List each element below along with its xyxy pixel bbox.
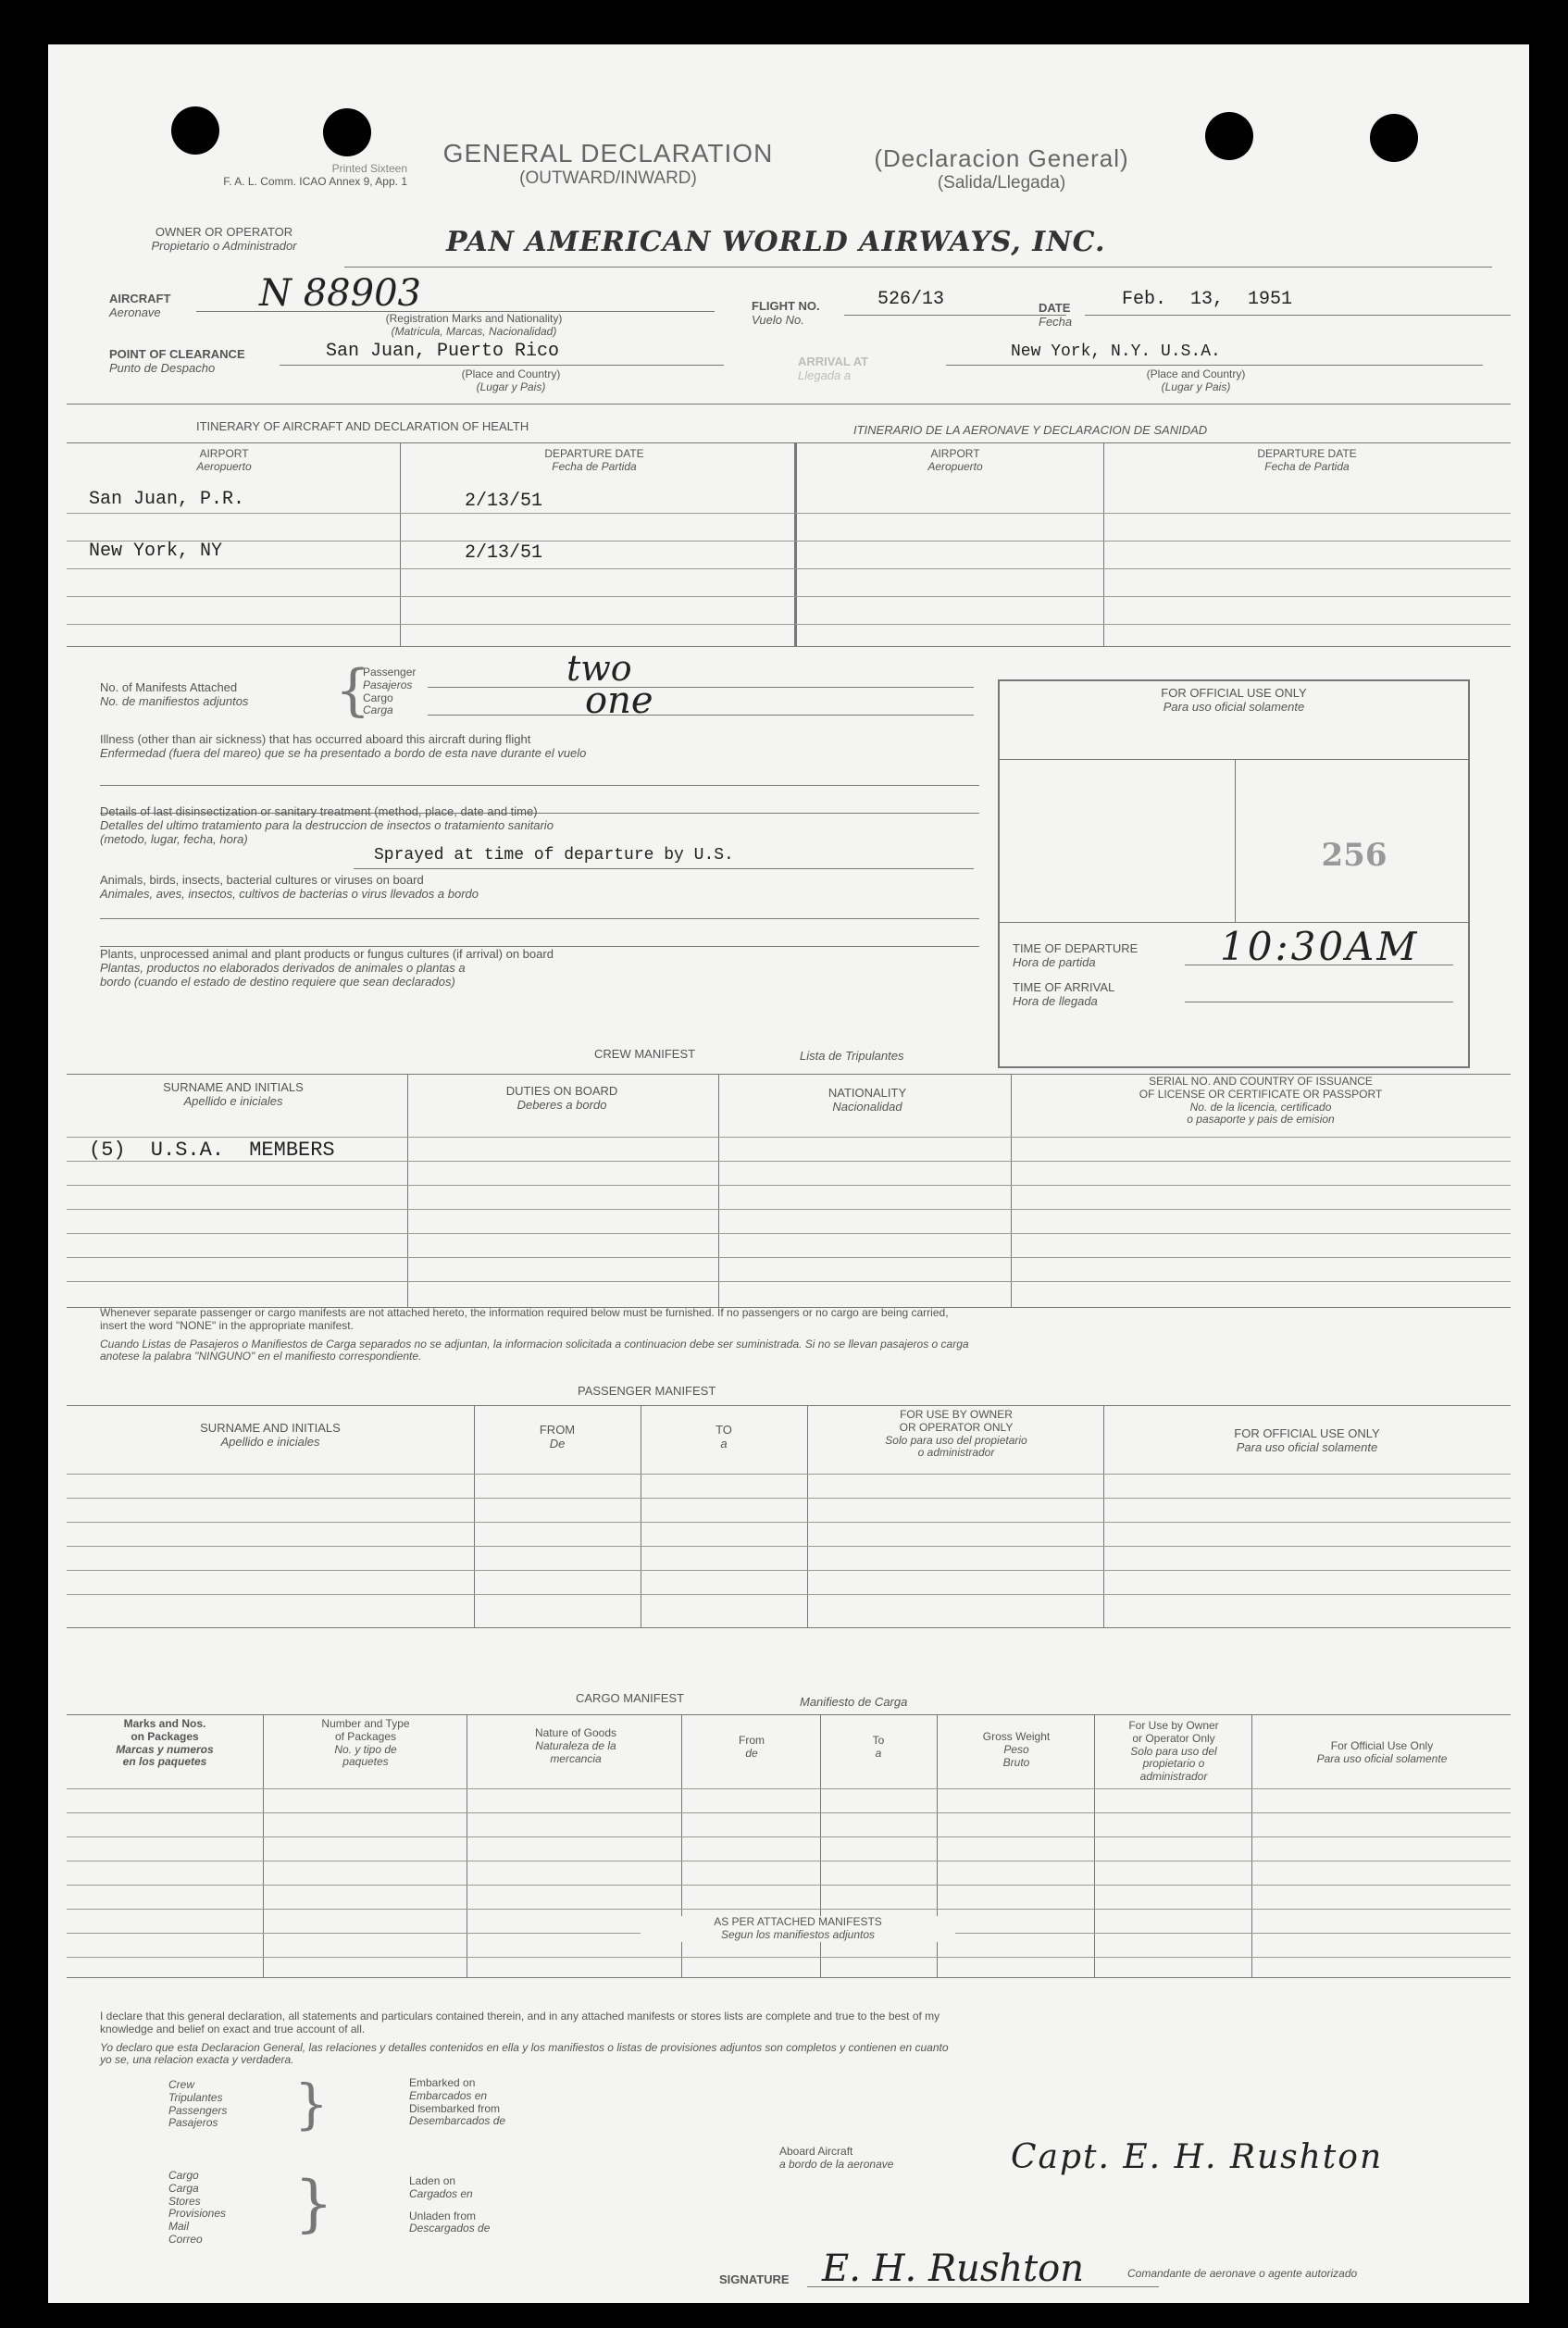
crew-entry: (5) U.S.A. MEMBERS <box>89 1139 335 1162</box>
itinerary-row-line <box>67 568 1511 569</box>
itinerary-header-line <box>67 442 1511 443</box>
title-block-es <box>826 144 1177 193</box>
passenger-col-owner-use <box>813 1409 1100 1460</box>
manifests-cargo-label: Cargo <box>363 691 393 704</box>
manifests-cargo-value: one <box>585 679 653 722</box>
signature-label: SIGNATURE <box>719 2272 790 2286</box>
itinerary-col-departure-en: DEPARTURE DATE <box>544 447 644 460</box>
passenger-row-line <box>67 1546 1511 1547</box>
cargo-col-from-es: de <box>745 1746 758 1760</box>
passenger-col-official <box>1113 1427 1501 1455</box>
itinerary-col-divider <box>794 442 797 646</box>
crew-col-license-line4: o pasaporte y pais de emision <box>1187 1113 1335 1127</box>
passenger-col-official-en: FOR OFFICIAL USE ONLY <box>1234 1426 1380 1440</box>
owner-value: PAN AMERICAN WORLD AIRWAYS, INC. <box>446 226 1106 258</box>
itinerary-date-1: 2/13/51 <box>465 491 543 512</box>
crew-row-line <box>67 1233 1511 1234</box>
cargo-note-es: Segun los manifiestos adjuntos <box>720 1927 876 1941</box>
crew-title-es: Lista de Tripulantes <box>800 1049 904 1063</box>
cargo-note <box>641 1916 955 1942</box>
declaration-crew-pax <box>168 2079 227 2130</box>
itinerary-col-airport-right-en: AIRPORT <box>930 447 980 460</box>
crew-col-license-line2: OF LICENSE OR CERTIFICATE OR PASSPORT <box>1139 1087 1383 1101</box>
aircraft-label-es: Aeronave <box>109 305 161 319</box>
declaration-text <box>100 2011 1507 2067</box>
clearance-note2: (Lugar y Pais) <box>476 380 546 393</box>
passenger-bottom-line <box>67 1627 1511 1628</box>
form-reference-line2: F. A. L. Comm. ICAO Annex 9, App. 1 <box>223 174 407 188</box>
declaration-stores-es: Provisiones <box>168 2207 227 2221</box>
official-use-for: FOR OFFICIAL USE ONLY <box>1161 686 1307 700</box>
declaration-embarked <box>409 2077 505 2128</box>
declaration-laden-es: Cargados en <box>409 2186 473 2200</box>
itinerary-col-airport <box>104 448 344 474</box>
manifests-underline <box>428 715 974 716</box>
itinerary-col-airport-right-es: Aeropuerto <box>927 459 983 473</box>
cargo-col-owner-line5: administrador <box>1139 1770 1208 1784</box>
declaration-passengers: Passengers <box>168 2103 228 2117</box>
arrival-note <box>1103 368 1288 394</box>
flight-value: 526/13 <box>877 289 945 310</box>
signature-note: Comandante de aeronave o agente autorizado <box>1127 2267 1358 2280</box>
itinerary-date-2: 2/13/51 <box>465 542 543 564</box>
punch-hole <box>323 108 371 156</box>
punch-hole <box>1205 112 1253 160</box>
arrival-label-en: ARRIVAL AT <box>798 355 869 368</box>
clearance-label-en: POINT OF CLEARANCE <box>109 347 245 361</box>
cargo-top-line <box>67 1714 1511 1715</box>
passenger-row-line <box>67 1474 1511 1475</box>
itinerary-col-airport-en: AIRPORT <box>199 447 249 460</box>
passenger-col-from-es: De <box>549 1436 566 1450</box>
animals-line <box>100 918 979 919</box>
arrival-label-es: Llegada a <box>798 367 852 382</box>
official-use-box <box>998 679 1470 1068</box>
departure-time-label-en: TIME OF DEPARTURE <box>1013 941 1139 955</box>
passenger-col-owner-line3: Solo para uso del propietario <box>885 1433 1027 1447</box>
crew-col-duties <box>418 1085 705 1113</box>
declaration-stores: Stores <box>168 2194 201 2208</box>
crew-col-license <box>1020 1076 1501 1127</box>
passenger-col-surname <box>104 1422 437 1450</box>
cargo-col-nature <box>474 1727 678 1765</box>
official-use-divider <box>1000 759 1468 760</box>
cargo-col-owner-line2: or Operator Only <box>1132 1731 1215 1745</box>
itinerary-bottom-line <box>67 646 1511 647</box>
declaration-es-line1: Yo declaro que esta Declaracion General, las relaciones y detalles contenidos en ella y los manifiestos o listas de provisiones adjuntos son completos y contienen en cuanto <box>100 2040 949 2054</box>
cargo-row-line <box>67 1812 1511 1813</box>
cargo-col-number-line3: No. y tipo de <box>334 1742 397 1756</box>
declaration-brace: } <box>294 2073 329 2135</box>
declaration-unladen-es: Descargados de <box>409 2222 491 2235</box>
arrival-time-label-es: Hora de llegada <box>1013 993 1098 1008</box>
declaration-disembarked-es: Desembarcados de <box>409 2114 506 2128</box>
title-block <box>404 139 812 189</box>
cargo-title-es: Manifiesto de Carga <box>800 1695 908 1709</box>
itinerary-col-departure-right <box>1159 448 1455 474</box>
date-label-en: DATE <box>1039 301 1071 315</box>
crew-col-divider <box>1011 1074 1012 1307</box>
declaration-disembarked-en: Disembarked from <box>409 2101 501 2115</box>
notice-en-line2: insert the word "NONE" in the appropriate manifest. <box>100 1318 354 1332</box>
aircraft-note <box>326 313 622 339</box>
itinerary-row-line <box>67 596 1511 597</box>
cargo-col-number <box>270 1718 461 1769</box>
form-reference <box>111 163 407 189</box>
arrival-note2: (Lugar y Pais) <box>1161 380 1231 393</box>
passenger-row-line <box>67 1522 1511 1523</box>
cargo-col-marks-line2: on Packages <box>131 1729 199 1743</box>
manifests-types <box>363 666 416 717</box>
declaration-crew: Crew <box>168 2078 195 2091</box>
passenger-col-owner-line2: OR OPERATOR ONLY <box>899 1420 1014 1434</box>
animals-label-es: Animales, aves, insectos, cultivos de bacterias o virus llevados a bordo <box>100 886 479 901</box>
crew-col-license-line1: SERIAL NO. AND COUNTRY OF ISSUANCE <box>1149 1075 1373 1088</box>
declaration-es-line2: yo se, una relacion exacta y verdadera. <box>100 2053 294 2067</box>
itinerary-airport-2: New York, NY <box>89 541 223 562</box>
crew-col-nationality-en: NATIONALITY <box>828 1086 907 1100</box>
declaration-aboard <box>779 2146 893 2172</box>
passenger-col-from <box>483 1424 631 1451</box>
cargo-col-owner-line3: Solo para uso del <box>1130 1744 1217 1758</box>
disinsect-label-line3: (metodo, lugar, fecha, hora) <box>100 831 248 846</box>
owner-label-en: OWNER OR OPERATOR <box>155 225 293 239</box>
cargo-col-official <box>1257 1740 1507 1766</box>
cargo-col-number-line4: paquetes <box>342 1755 389 1769</box>
declaration-embarked-es: Embarcados en <box>409 2088 488 2102</box>
crew-col-nationality-es: Nacionalidad <box>832 1099 902 1114</box>
cargo-col-divider <box>1094 1714 1095 1977</box>
signature: E. H. Rushton <box>822 2247 1085 2290</box>
passenger-col-surname-en: SURNAME AND INITIALS <box>200 1421 341 1435</box>
captain-name: Capt. E. H. Rushton <box>1011 2138 1384 2176</box>
owner-label <box>113 226 335 254</box>
cargo-row-line <box>67 1788 1511 1789</box>
passenger-row-line <box>67 1570 1511 1571</box>
declaration-unladen-en: Unladen from <box>409 2209 477 2222</box>
passenger-col-to-en: TO <box>716 1423 732 1437</box>
animals-label-en: Animals, birds, insects, bacterial cultures or viruses on board <box>100 873 424 887</box>
declaration-cargo: Cargo <box>168 2169 199 2182</box>
itinerary-col-departure <box>455 448 733 474</box>
disinsect-label <box>100 805 554 847</box>
official-use-title-es: Para uso oficial solamente <box>1163 699 1305 714</box>
flight-label-es: Vuelo No. <box>752 312 804 327</box>
cargo-col-number-line1: Number and Type <box>321 1717 410 1730</box>
cargo-col-number-line2: of Packages <box>334 1729 397 1743</box>
cargo-col-owner-line4: propietario o <box>1142 1757 1205 1771</box>
declaration-aboard-es: a bordo de la aeronave <box>779 2157 894 2171</box>
crew-col-duties-en: DUTIES ON BOARD <box>505 1084 618 1098</box>
flight-underline <box>844 315 1066 316</box>
departure-time-label <box>1013 942 1138 970</box>
passenger-col-to-es: a <box>720 1436 728 1450</box>
cargo-col-nature-line3: mercancia <box>550 1751 602 1765</box>
arrival-note1: (Place and Country) <box>1146 367 1246 380</box>
aircraft-note1: (Registration Marks and Nationality) <box>385 312 563 325</box>
disinsect-underline <box>354 868 974 869</box>
crew-row-line <box>67 1185 1511 1186</box>
cargo-col-nature-line2: Naturaleza de la <box>535 1738 616 1752</box>
cargo-col-owner-use <box>1098 1720 1250 1784</box>
aircraft-label-en: AIRCRAFT <box>109 292 171 305</box>
itinerary-col-departure-right-es: Fecha de Partida <box>1264 459 1350 473</box>
punch-hole <box>171 106 219 155</box>
crew-col-surname <box>85 1081 381 1109</box>
form-title-es: (Declaracion General) <box>874 144 1129 172</box>
declaration-mail-es: Correo <box>168 2232 203 2246</box>
official-stamp: 256 <box>1321 837 1388 874</box>
animals-label <box>100 874 479 902</box>
manifests-cargo-label-es: Carga <box>363 703 393 717</box>
cargo-title: CARGO MANIFEST <box>576 1691 685 1705</box>
itinerary-col-airport-right <box>844 448 1066 474</box>
cargo-col-marks <box>72 1718 257 1769</box>
form-subtitle: (OUTWARD/INWARD) <box>519 168 697 188</box>
clearance-note1: (Place and Country) <box>461 367 561 380</box>
aircraft-note2: (Matricula, Marcas, Nacionalidad) <box>391 324 557 338</box>
declaration-aboard-en: Aboard Aircraft <box>779 2145 853 2158</box>
passenger-col-surname-es: Apellido e iniciales <box>220 1434 320 1449</box>
declaration-brace-2: } <box>294 2168 333 2239</box>
manifests-label-es: No. de manifiestos adjuntos <box>100 693 249 708</box>
cargo-col-owner-line1: For Use by Owner <box>1128 1719 1219 1732</box>
crew-row-line <box>67 1281 1511 1282</box>
cargo-col-weight-line1: Gross Weight <box>982 1730 1051 1743</box>
cargo-col-marks-line4: en los paquetes <box>122 1755 207 1769</box>
owner-underline <box>344 267 1492 268</box>
date-label-es: Fecha <box>1039 314 1073 329</box>
illness-line <box>100 785 979 786</box>
plants-label-line1: Plants, unprocessed animal and plant products or fungus cultures (if arrival) on board <box>100 947 554 961</box>
cargo-col-marks-line1: Marks and Nos. <box>123 1717 206 1730</box>
manifests-passenger-label-es: Pasajeros <box>363 678 413 691</box>
general-declaration-form <box>48 44 1529 2303</box>
passenger-col-to <box>650 1424 798 1451</box>
cargo-row-line <box>67 1836 1511 1837</box>
passenger-col-official-es: Para uso oficial solamente <box>1236 1439 1378 1454</box>
plants-label <box>100 948 554 990</box>
flight-label-en: FLIGHT NO. <box>752 299 820 313</box>
crew-col-divider <box>718 1074 719 1307</box>
arrival-underline <box>946 365 1483 366</box>
passenger-title: PASSENGER MANIFEST <box>578 1384 716 1398</box>
punch-hole <box>1370 114 1418 162</box>
cargo-col-official-en: For Official Use Only <box>1330 1739 1434 1752</box>
cargo-col-from <box>687 1735 816 1761</box>
declaration-en-line1: I declare that this general declaration, all statements and particulars contained therein, and in any attached manifests or stores lists are complete and true to the best of my <box>100 2010 940 2023</box>
crew-col-nationality <box>733 1087 1002 1114</box>
notice-es-line2: anotese la palabra "NINGUNO" en el manifiesto correspondiente. <box>100 1350 422 1363</box>
cargo-col-to <box>826 1735 931 1761</box>
cargo-note-en: AS PER ATTACHED MANIFESTS <box>714 1915 882 1928</box>
itinerary-top-line <box>67 404 1511 405</box>
passenger-top-line <box>67 1405 1511 1406</box>
itinerary-airport-1: San Juan, P.R. <box>89 489 245 510</box>
itinerary-col-divider <box>1103 442 1104 646</box>
clearance-underline <box>280 365 724 366</box>
official-use-divider <box>1000 922 1468 923</box>
itinerary-col-airport-es: Aeropuerto <box>196 459 252 473</box>
clearance-label <box>109 348 245 376</box>
itinerary-row-line <box>67 624 1511 625</box>
manifests-brace: { <box>335 658 371 723</box>
itinerary-row-line <box>67 513 1511 514</box>
crew-row-line <box>67 1209 1511 1210</box>
illness-label-es: Enfermedad (fuera del mareo) que se ha presentado a bordo de esta nave durante el vuelo <box>100 745 587 760</box>
declaration-mail: Mail <box>168 2220 190 2234</box>
crew-title: CREW MANIFEST <box>594 1047 696 1061</box>
crew-col-duties-es: Deberes a bordo <box>516 1097 607 1112</box>
itinerary-title: ITINERARY OF AIRCRAFT AND DECLARATION OF HEALTH <box>196 419 529 433</box>
cargo-col-weight-line2: Peso <box>1003 1742 1029 1756</box>
crew-col-license-line3: No. de la licencia, certificado <box>1189 1100 1332 1114</box>
date-label <box>1039 302 1072 330</box>
aircraft-label <box>109 293 170 320</box>
cargo-bottom-line <box>67 1977 1511 1978</box>
illness-label-en: Illness (other than air sickness) that has occurred aboard this aircraft during flight <box>100 732 531 746</box>
cargo-col-to-en: To <box>872 1734 885 1747</box>
crew-col-surname-en: SURNAME AND INITIALS <box>163 1080 304 1094</box>
manifests-label <box>100 681 248 709</box>
declaration-laden <box>409 2175 490 2235</box>
disinsect-value: Sprayed at time of departure by U.S. <box>374 846 734 865</box>
cargo-col-official-es: Para uso oficial solamente <box>1316 1751 1448 1765</box>
declaration-passengers-es: Pasajeros <box>168 2116 218 2130</box>
itinerary-row-line <box>67 541 1511 542</box>
disinsect-label-line1: Details of last disinsectization or sanitary treatment (method, place, date and time) <box>100 804 538 818</box>
passenger-col-owner-line1: FOR USE BY OWNER <box>900 1408 1013 1421</box>
clearance-value: San Juan, Puerto Rico <box>326 341 560 362</box>
passenger-col-from-en: FROM <box>539 1423 576 1437</box>
cargo-col-divider <box>263 1714 264 1977</box>
crew-col-divider <box>407 1074 408 1307</box>
date-value: Feb. 13, 1951 <box>1122 289 1293 310</box>
form-title: GENERAL DECLARATION <box>442 139 774 168</box>
flight-label <box>752 300 820 328</box>
official-use-header <box>1000 687 1468 715</box>
arrival-label <box>798 355 868 383</box>
cargo-col-weight <box>942 1731 1090 1769</box>
plants-label-line2: Plantas, productos no elaborados derivados de animales o plantas a <box>100 960 466 975</box>
crew-row-line <box>67 1257 1511 1258</box>
cargo-col-to-es: a <box>875 1746 882 1760</box>
cargo-col-from-en: From <box>739 1734 765 1747</box>
declaration-laden-en: Laden on <box>409 2174 456 2187</box>
notice-text <box>100 1307 1507 1363</box>
owner-label-es: Propietario o Administrador <box>151 238 297 253</box>
disinsect-label-line2: Detalles del ultimo tratamiento para la destruccion de insectos o tratamiento sanitario <box>100 817 554 832</box>
aircraft-value: N 88903 <box>259 272 421 315</box>
arrival-time-label-en: TIME OF ARRIVAL <box>1013 980 1115 994</box>
passenger-col-owner-line4: o administrador <box>917 1446 995 1460</box>
declaration-crew-es: Tripulantes <box>168 2090 223 2104</box>
plants-label-line3: bordo (cuando el estado de destino requiere que sean declarados) <box>100 974 455 989</box>
arrival-value: New York, N.Y. U.S.A. <box>1011 342 1221 361</box>
declaration-en-line2: knowledge and belief on exact and true account of all. <box>100 2022 366 2035</box>
declaration-cargo-stores <box>168 2170 226 2247</box>
crew-col-surname-es: Apellido e iniciales <box>183 1093 283 1108</box>
manifests-passenger-value: two <box>566 648 632 689</box>
crew-row-line <box>67 1137 1511 1138</box>
form-subtitle-es: (Salida/Llegada) <box>937 173 1066 193</box>
passenger-row-line <box>67 1498 1511 1499</box>
itinerary-title-es: ITINERARIO DE LA AERONAVE Y DECLARACION DE SANIDAD <box>853 423 1208 437</box>
cargo-col-weight-line3: Bruto <box>1002 1755 1030 1769</box>
cargo-col-nature-line1: Nature of Goods <box>534 1726 617 1739</box>
clearance-note <box>418 368 604 394</box>
itinerary-col-departure-es: Fecha de Partida <box>552 459 637 473</box>
itinerary-col-divider <box>400 442 401 646</box>
cargo-col-divider <box>1251 1714 1252 1977</box>
official-use-col-divider <box>1235 759 1236 922</box>
clearance-label-es: Punto de Despacho <box>109 360 216 375</box>
departure-time-label-es: Hora de partida <box>1013 954 1096 969</box>
declaration-embarked-en: Embarked on <box>409 2076 476 2089</box>
itinerary-col-departure-right-en: DEPARTURE DATE <box>1257 447 1357 460</box>
date-underline <box>1085 315 1511 316</box>
illness-label <box>100 733 586 761</box>
passenger-row-line <box>67 1594 1511 1595</box>
form-reference-line1: Printed Sixteen <box>331 162 407 175</box>
cargo-row-line <box>67 1957 1511 1958</box>
manifests-label-en: No. of Manifests Attached <box>100 680 238 694</box>
departure-time-value: 10:30AM <box>1220 924 1420 969</box>
manifests-underline <box>428 687 974 688</box>
arrival-time-label <box>1013 981 1114 1009</box>
notice-en-line1: Whenever separate passenger or cargo manifests are not attached hereto, the information required below must be furnished. If no passengers or no cargo are being carried, <box>100 1306 949 1319</box>
manifests-passenger-label: Passenger <box>363 666 417 678</box>
cargo-col-marks-line3: Marcas y numeros <box>116 1742 214 1756</box>
declaration-cargo-es: Carga <box>168 2181 199 2195</box>
cargo-row-line <box>67 1909 1511 1910</box>
notice-es-line1: Cuando Listas de Pasajeros o Manifiestos de Carga separados no se adjuntan, la informacion solicitada a continuacion debe ser suministrada. Si no se llevan pasajeros o carga <box>100 1337 969 1351</box>
cargo-row-line <box>67 1885 1511 1886</box>
